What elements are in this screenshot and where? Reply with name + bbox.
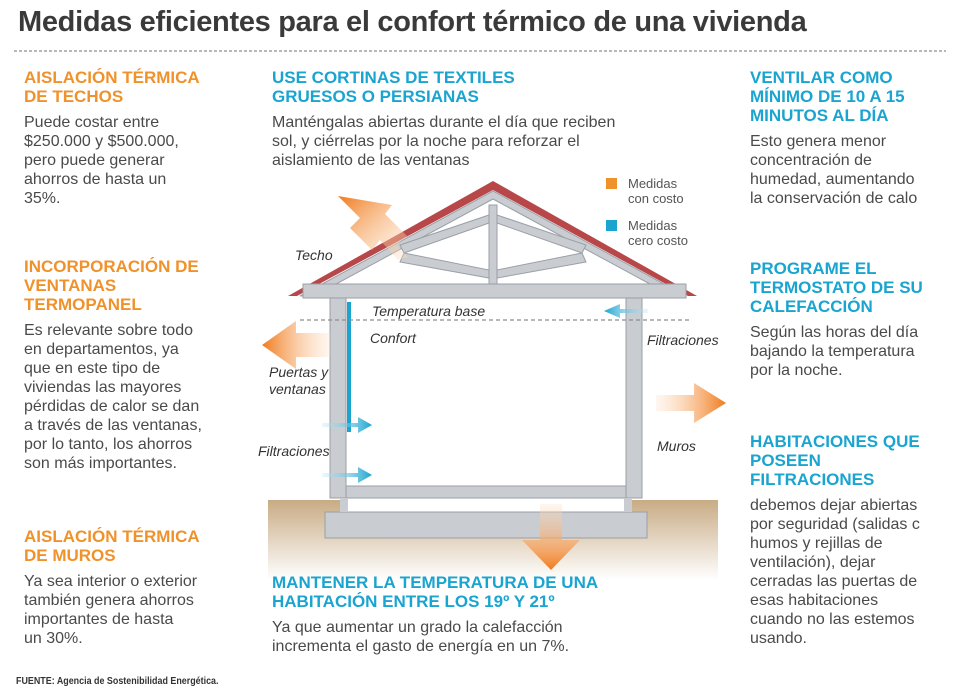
block-filtraciones: [750, 432, 955, 648]
left-wall: [330, 298, 346, 498]
foundation: [325, 512, 647, 538]
label-filtraciones-right: Filtraciones: [647, 332, 719, 348]
page-title: Medidas eficientes para el confort térmico de una vivienda: [18, 6, 807, 38]
heading-termostato: PROGRAME EL TERMOSTATO DE SU CALEFACCIÓN: [750, 259, 923, 316]
heading-cortinas: USE CORTINAS DE TEXTILES GRUESOS O PERSIANAS: [272, 68, 515, 106]
label-filtraciones-left: Filtraciones: [258, 443, 330, 459]
window: [347, 302, 351, 432]
text-ventilar: Esto genera menor concentración de humedad, aumentando la conservación de calo: [750, 133, 918, 207]
label-temperatura-base: Temperatura base: [372, 303, 486, 319]
label-muros: Muros: [657, 438, 696, 454]
block-aislacion-muros: [24, 527, 254, 648]
source-note: FUENTE: Agencia de Sostenibilidad Energética.: [16, 675, 219, 687]
heading-filtraciones: HABITACIONES QUE POSEEN FILTRACIONES: [750, 432, 920, 489]
text-aislacion-techos: Puede costar entre $250.000 y $500.000, pero puede generar ahorros de hasta un 35%.: [24, 114, 179, 207]
legend-label-zero: Medidas cero costo: [628, 218, 688, 248]
text-filtraciones: debemos dejar abiertas por seguridad (salidas c humos y rejillas de ventilación), dejar cerradas las puertas de esas habitaciones cuando no las estemos usando.: [750, 497, 920, 647]
ceiling-beam: [303, 284, 686, 298]
legend-swatch-zero: [606, 220, 617, 231]
text-termostato: Según las horas del día bajando la temperatura por la noche.: [750, 324, 919, 379]
block-termopanel: [24, 257, 254, 473]
heading-ventilar: VENTILAR COMO MÍNIMO DE 10 A 15 MINUTOS AL DÍA: [750, 68, 905, 125]
label-puertas-ventanas: Puertas y ventanas: [269, 364, 329, 397]
block-termostato: [750, 259, 955, 380]
block-aislacion-techos: [24, 68, 254, 208]
block-ventilar: [750, 68, 955, 208]
window-heat-arrow: [262, 321, 330, 369]
label-techo: Techo: [295, 247, 333, 263]
text-termopanel: Es relevante sobre todo en departamentos, ya que en este tipo de viviendas las mayores pérdidas de calor se dan a través de las ventanas, por lo tanto, los ahorros son más importantes.: [24, 322, 202, 472]
block-temperatura: [272, 573, 692, 656]
text-temperatura: Ya que aumentar un grado la calefacción incrementa el gasto de energía en un 7%.: [272, 619, 570, 655]
block-cortinas: [272, 68, 692, 170]
heading-termopanel: INCORPORACIÓN DE VENTANAS TERMOPANEL: [24, 257, 199, 314]
text-aislacion-muros: Ya sea interior o exterior también genera ahorros importantes de hasta un 30%.: [24, 573, 198, 647]
legend-swatch-cost: [606, 178, 617, 189]
label-confort: Confort: [370, 330, 416, 346]
right-wall: [626, 298, 642, 498]
heading-aislacion-muros: AISLACIÓN TÉRMICA DE MUROS: [24, 527, 200, 565]
text-cortinas: Manténgalas abiertas durante el día que reciben sol, y ciérrelas por la noche para reforzar el aislamiento de las ventanas: [272, 114, 616, 169]
heading-temperatura: MANTENER LA TEMPERATURA DE UNA HABITACIÓN ENTRE LOS 19º Y 21º: [272, 573, 599, 611]
wall-heat-arrow: [656, 383, 726, 423]
heading-aislacion-techos: AISLACIÓN TÉRMICA DE TECHOS: [24, 68, 200, 106]
legend-label-cost: Medidas con costo: [628, 176, 684, 206]
